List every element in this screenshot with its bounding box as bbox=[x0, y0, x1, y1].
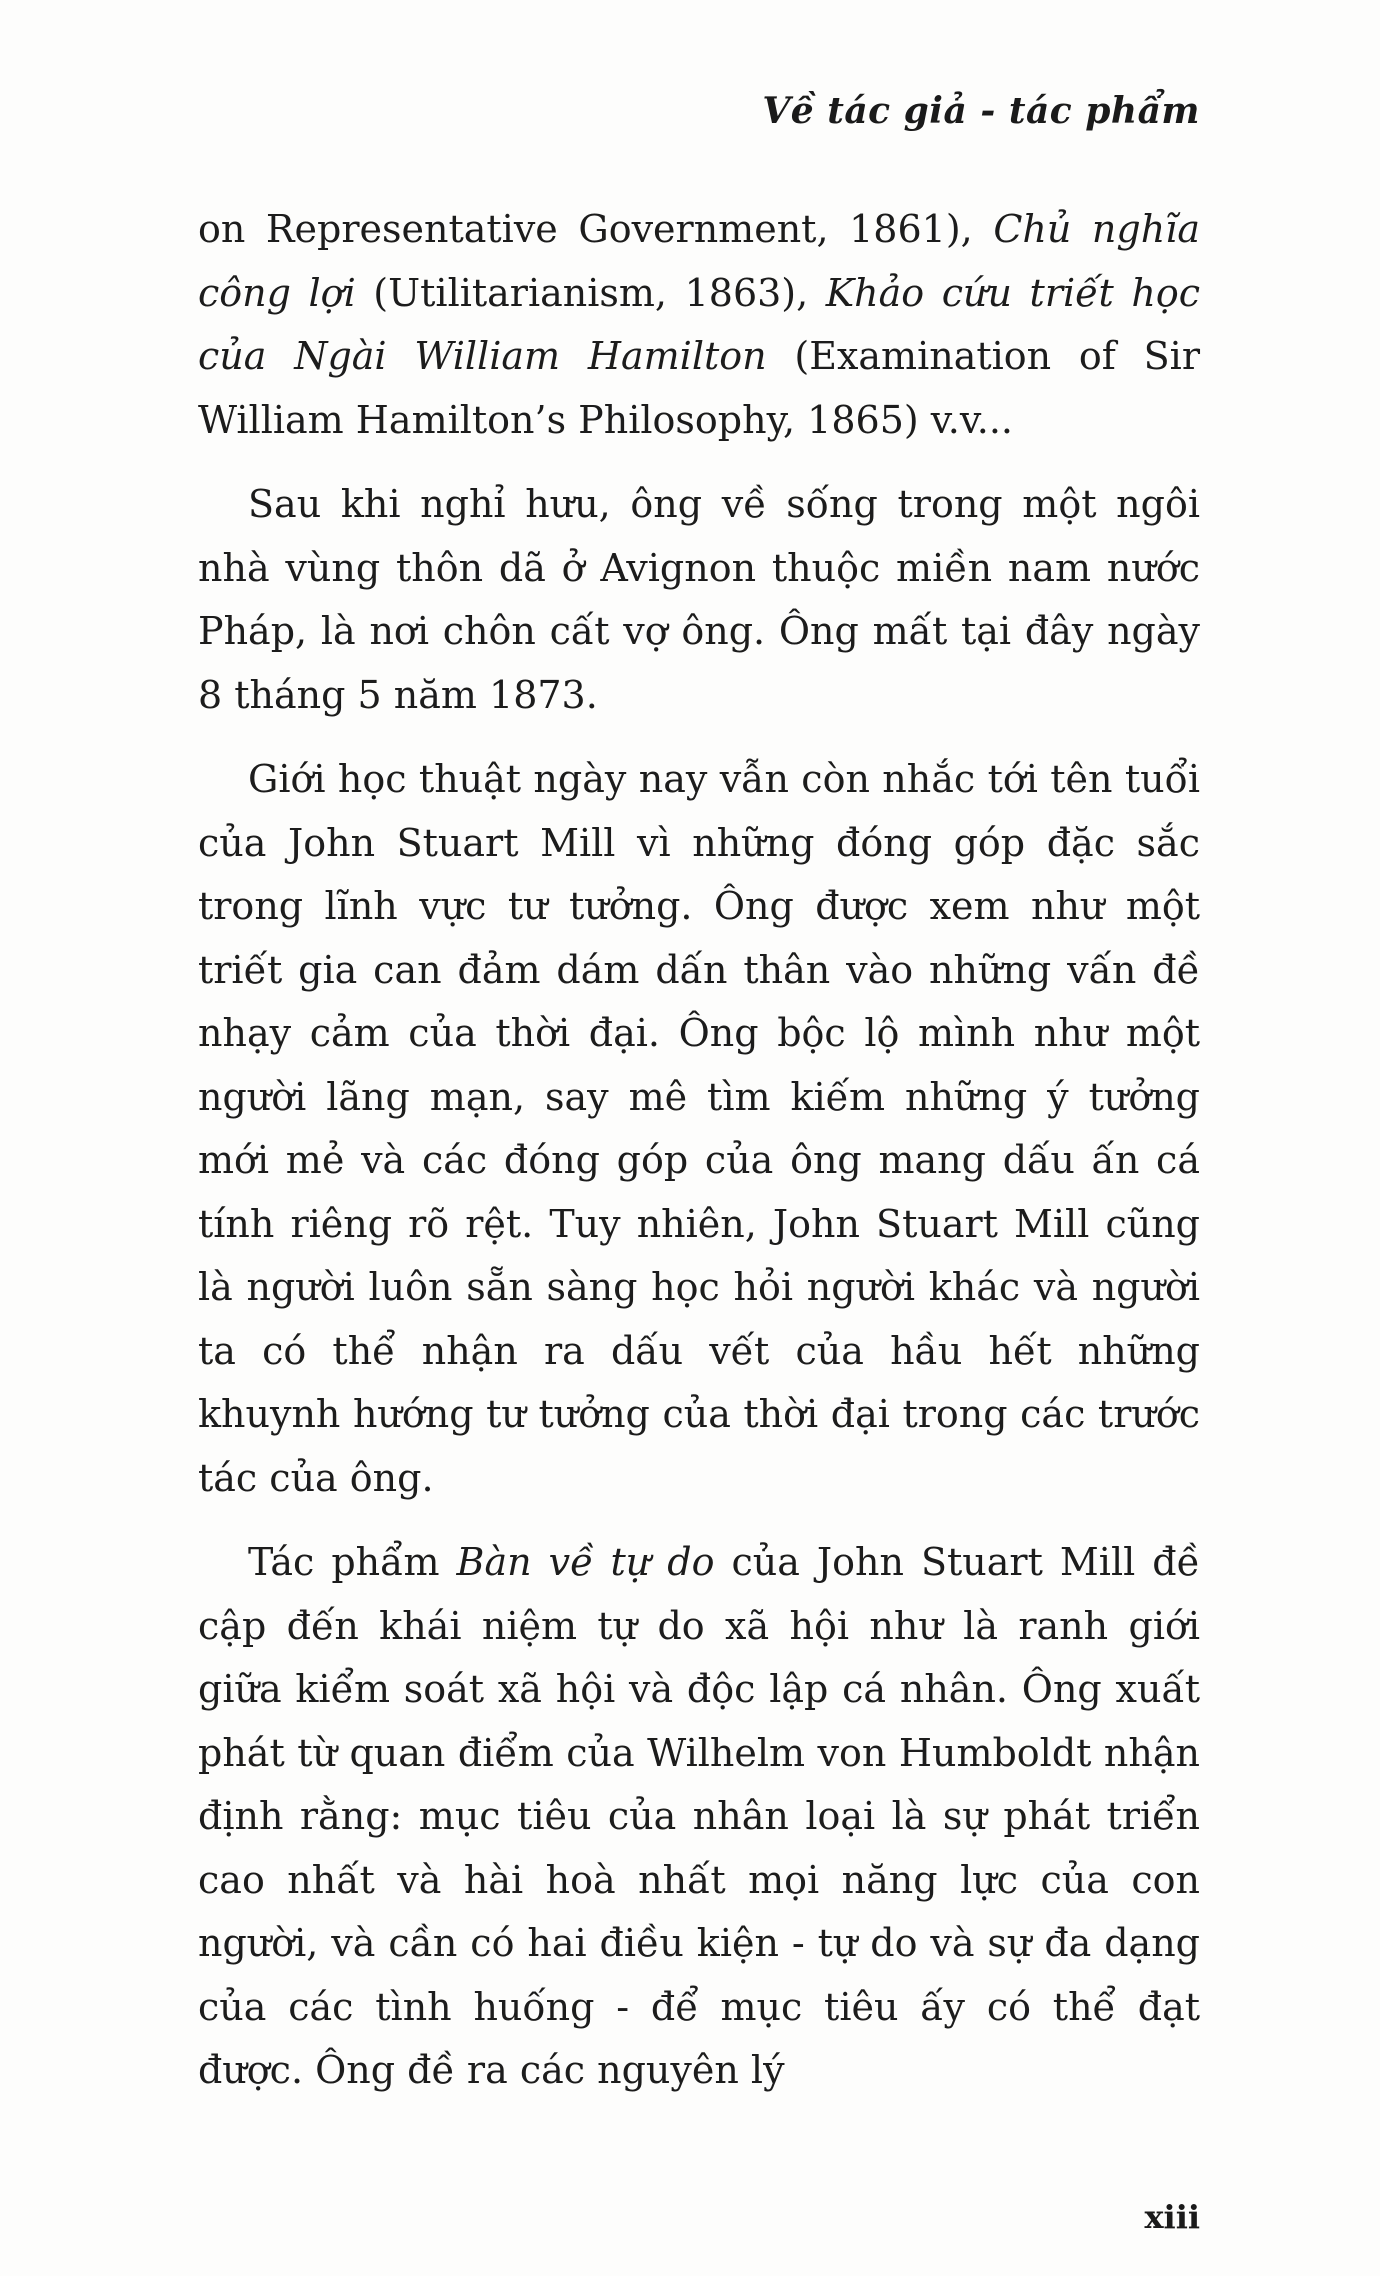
running-header: Về tác giả - tác phẩm bbox=[762, 90, 1200, 132]
paragraph-4 bbox=[198, 1531, 1200, 2103]
paragraph-1 bbox=[198, 198, 1200, 452]
title-utilitarianism: Chủ nghĩa công lợi bbox=[198, 207, 1200, 315]
paragraph-2: Sau khi nghỉ hưu, ông về sống trong một ngôi nhà vùng thôn dã ở Avignon thuộc miền nam nước Pháp, là nơi chôn cất vợ ông. Ông mất tại đây ngày 8 tháng 5 năm 1873. bbox=[198, 482, 1200, 717]
paragraph-3: Giới học thuật ngày nay vẫn còn nhắc tới tên tuổi của John Stuart Mill vì những đóng góp đặc sắc trong lĩnh vực tư tưởng. Ông được xem như một triết gia can đảm dám dấn thân vào những vấn đề nhạy cảm của thời đại. Ông bộc lộ mình như một người lãng mạn, say mê tìm kiếm những ý tưởng mới mẻ và các đóng góp của ông mang dấu ấn cá tính riêng rõ rệt. Tuy nhiên, John Stuart Mill cũng là người luôn sẵn sàng học hỏi người khác và người ta có thể nhận ra dấu vết của hầu hết những khuynh hướng tư tưởng của thời đại trong các trước tác của ông. bbox=[198, 757, 1200, 1500]
paragraph-1-text-b: (Utilitarianism, 1863), bbox=[355, 270, 826, 315]
paragraph-1-text-a: on Representative Government, 1861), bbox=[198, 207, 994, 251]
paragraph-1-text-c: (Examination of Sir William Hamilton’s Philosophy, 1865) v.v... bbox=[198, 334, 1200, 442]
body-text bbox=[198, 198, 1200, 2124]
paragraph-4-text-a: Tác phẩm bbox=[248, 1540, 457, 1584]
title-on-liberty: Bàn về tự do bbox=[456, 1540, 715, 1584]
page-number: xiii bbox=[1144, 2198, 1200, 2236]
title-examination: Khảo cứu triết học của Ngài William Hamilton bbox=[198, 270, 1200, 378]
paragraph-4-text-b: của John Stuart Mill đề cập đến khái niệm tự do xã hội như là ranh giới giữa kiểm soát xã hội và độc lập cá nhân. Ông xuất phát từ quan điểm của Wilhelm von Humboldt nhận định rằng: mục tiêu của nhân loại là sự phát triển cao nhất và hài hoà nhất mọi năng lực của con người, và cần có hai điều kiện - tự do và sự đa dạng của các tình huống - để mục tiêu ấy có thể đạt được. Ông đề ra các nguyên lý bbox=[198, 1540, 1201, 2092]
